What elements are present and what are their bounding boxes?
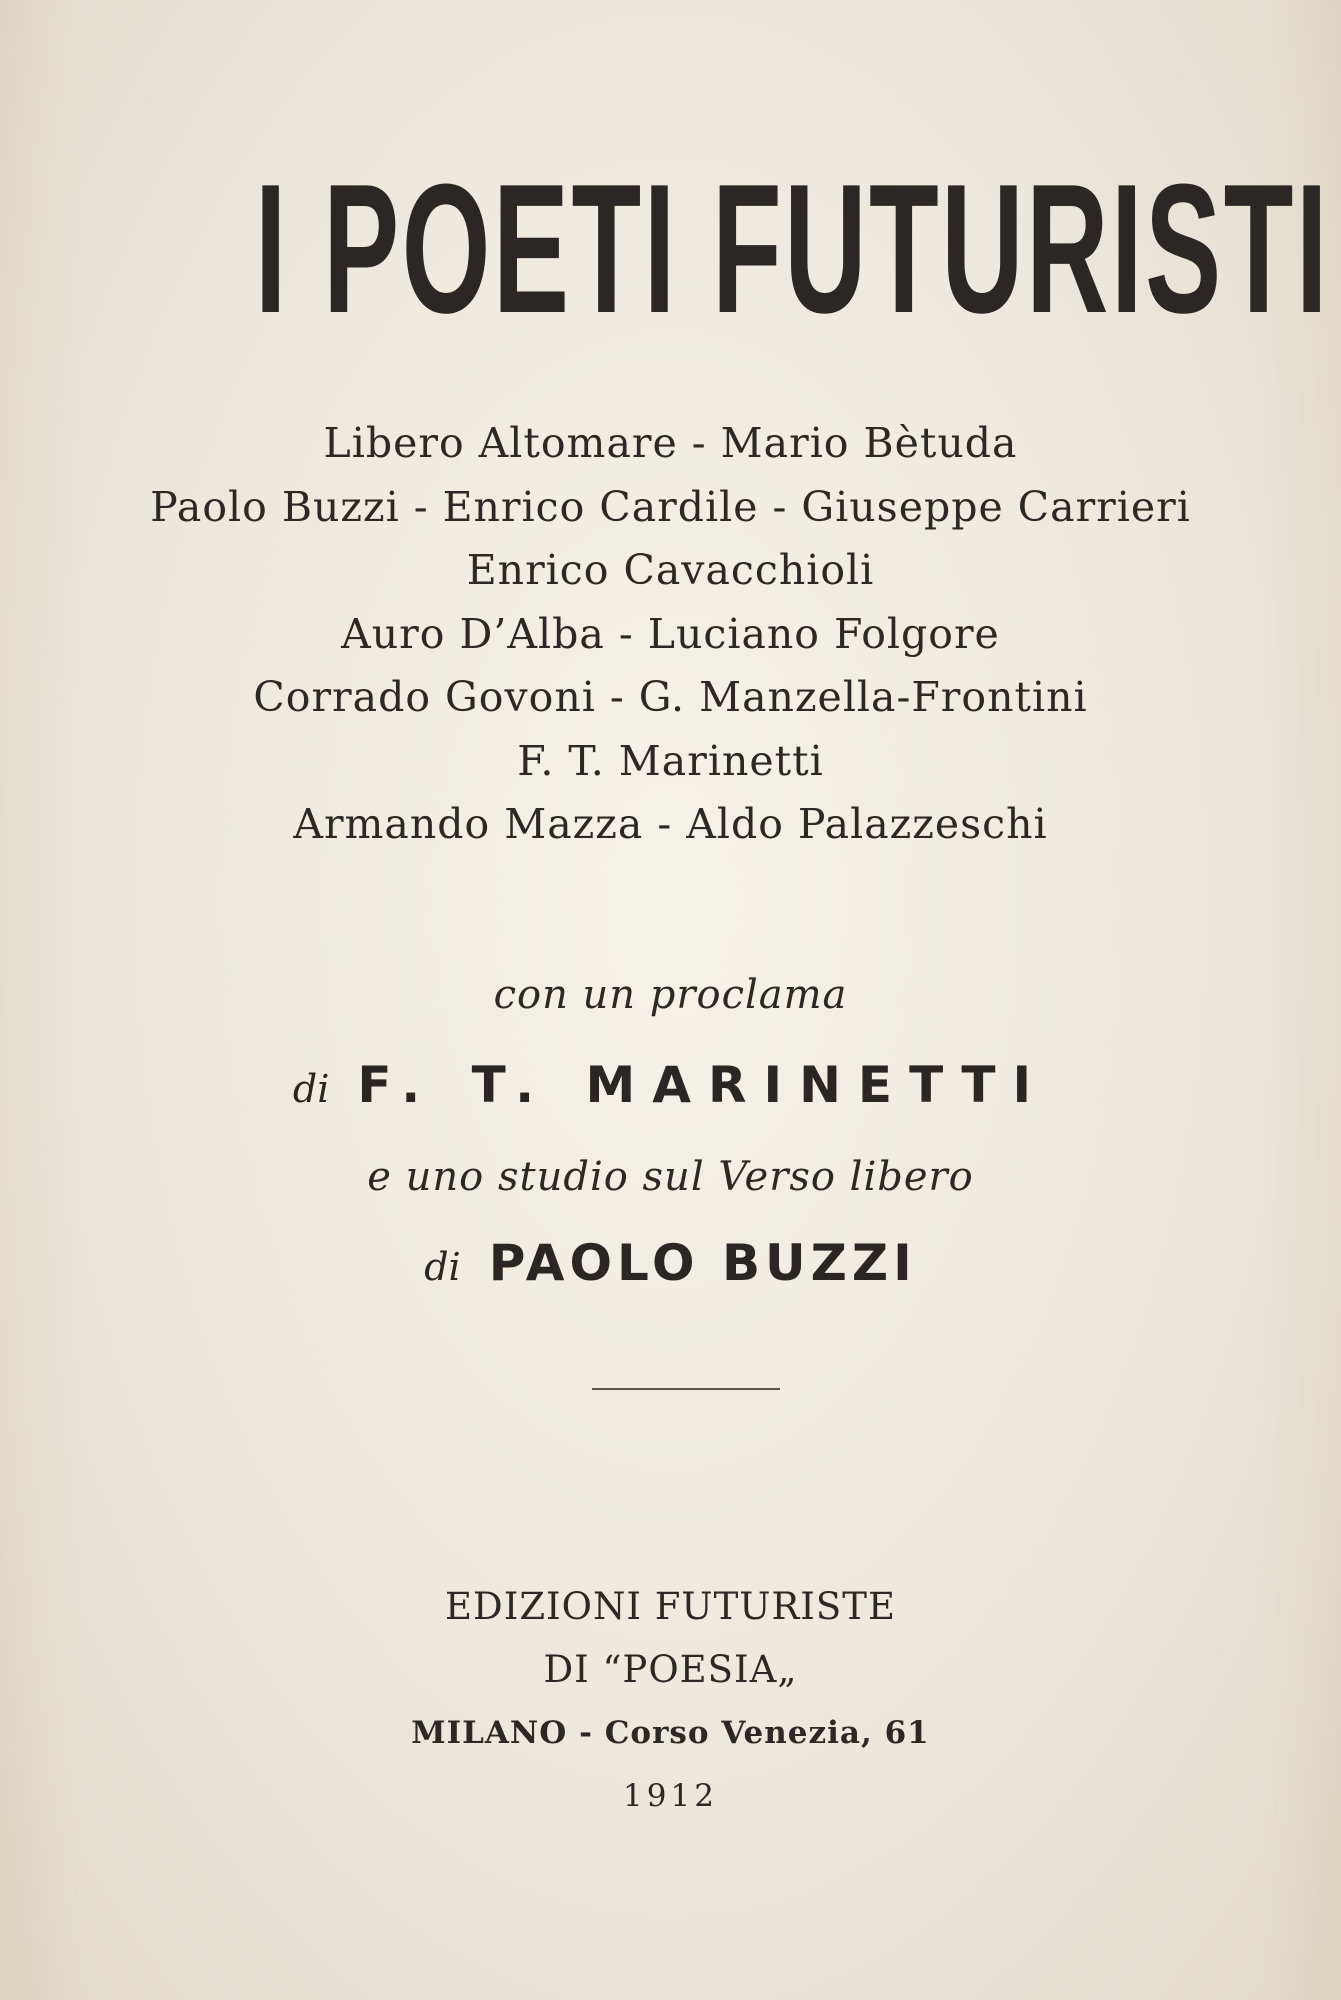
- author-line: Corrado Govoni - G. Manzella-Frontini: [253, 673, 1088, 721]
- author-line: Libero Altomare - Mario Bètuda: [323, 419, 1018, 467]
- publisher-name: EDIZIONI FUTURISTE: [445, 1585, 896, 1628]
- author-line: F. T. Marinetti: [517, 736, 824, 785]
- studio-author: PAOLO BUZZI: [488, 1234, 917, 1292]
- publisher-series: DI “POESIA„: [543, 1648, 798, 1691]
- author-line: Paolo Buzzi - Enrico Cardile - Giuseppe Carrieri: [150, 482, 1191, 531]
- publisher-address: MILANO - Corso Venezia, 61: [411, 1715, 930, 1751]
- proclama-intro: con un proclama: [493, 972, 848, 1018]
- author-line: Armando Mazza - Aldo Palazzeschi: [293, 800, 1048, 848]
- proclama-di: di: [292, 1067, 330, 1111]
- studio-intro: e uno studio sul Verso libero: [367, 1154, 974, 1200]
- proclama-byline: [0, 1052, 1341, 1131]
- studio-byline: [0, 1230, 1341, 1309]
- publisher-block: [0, 1575, 1341, 1827]
- author-line: Enrico Cavacchioli: [466, 546, 875, 594]
- book-title: I POETI FUTURISTI: [254, 145, 1331, 351]
- publication-year: 1912: [623, 1778, 718, 1814]
- author-list: [0, 412, 1341, 857]
- author-line: Auro D’Alba - Luciano Folgore: [341, 609, 1000, 658]
- studio-di: di: [424, 1245, 461, 1289]
- proclama-author: F. T. MARINETTI: [357, 1056, 1049, 1114]
- divider-rule: [592, 1388, 780, 1390]
